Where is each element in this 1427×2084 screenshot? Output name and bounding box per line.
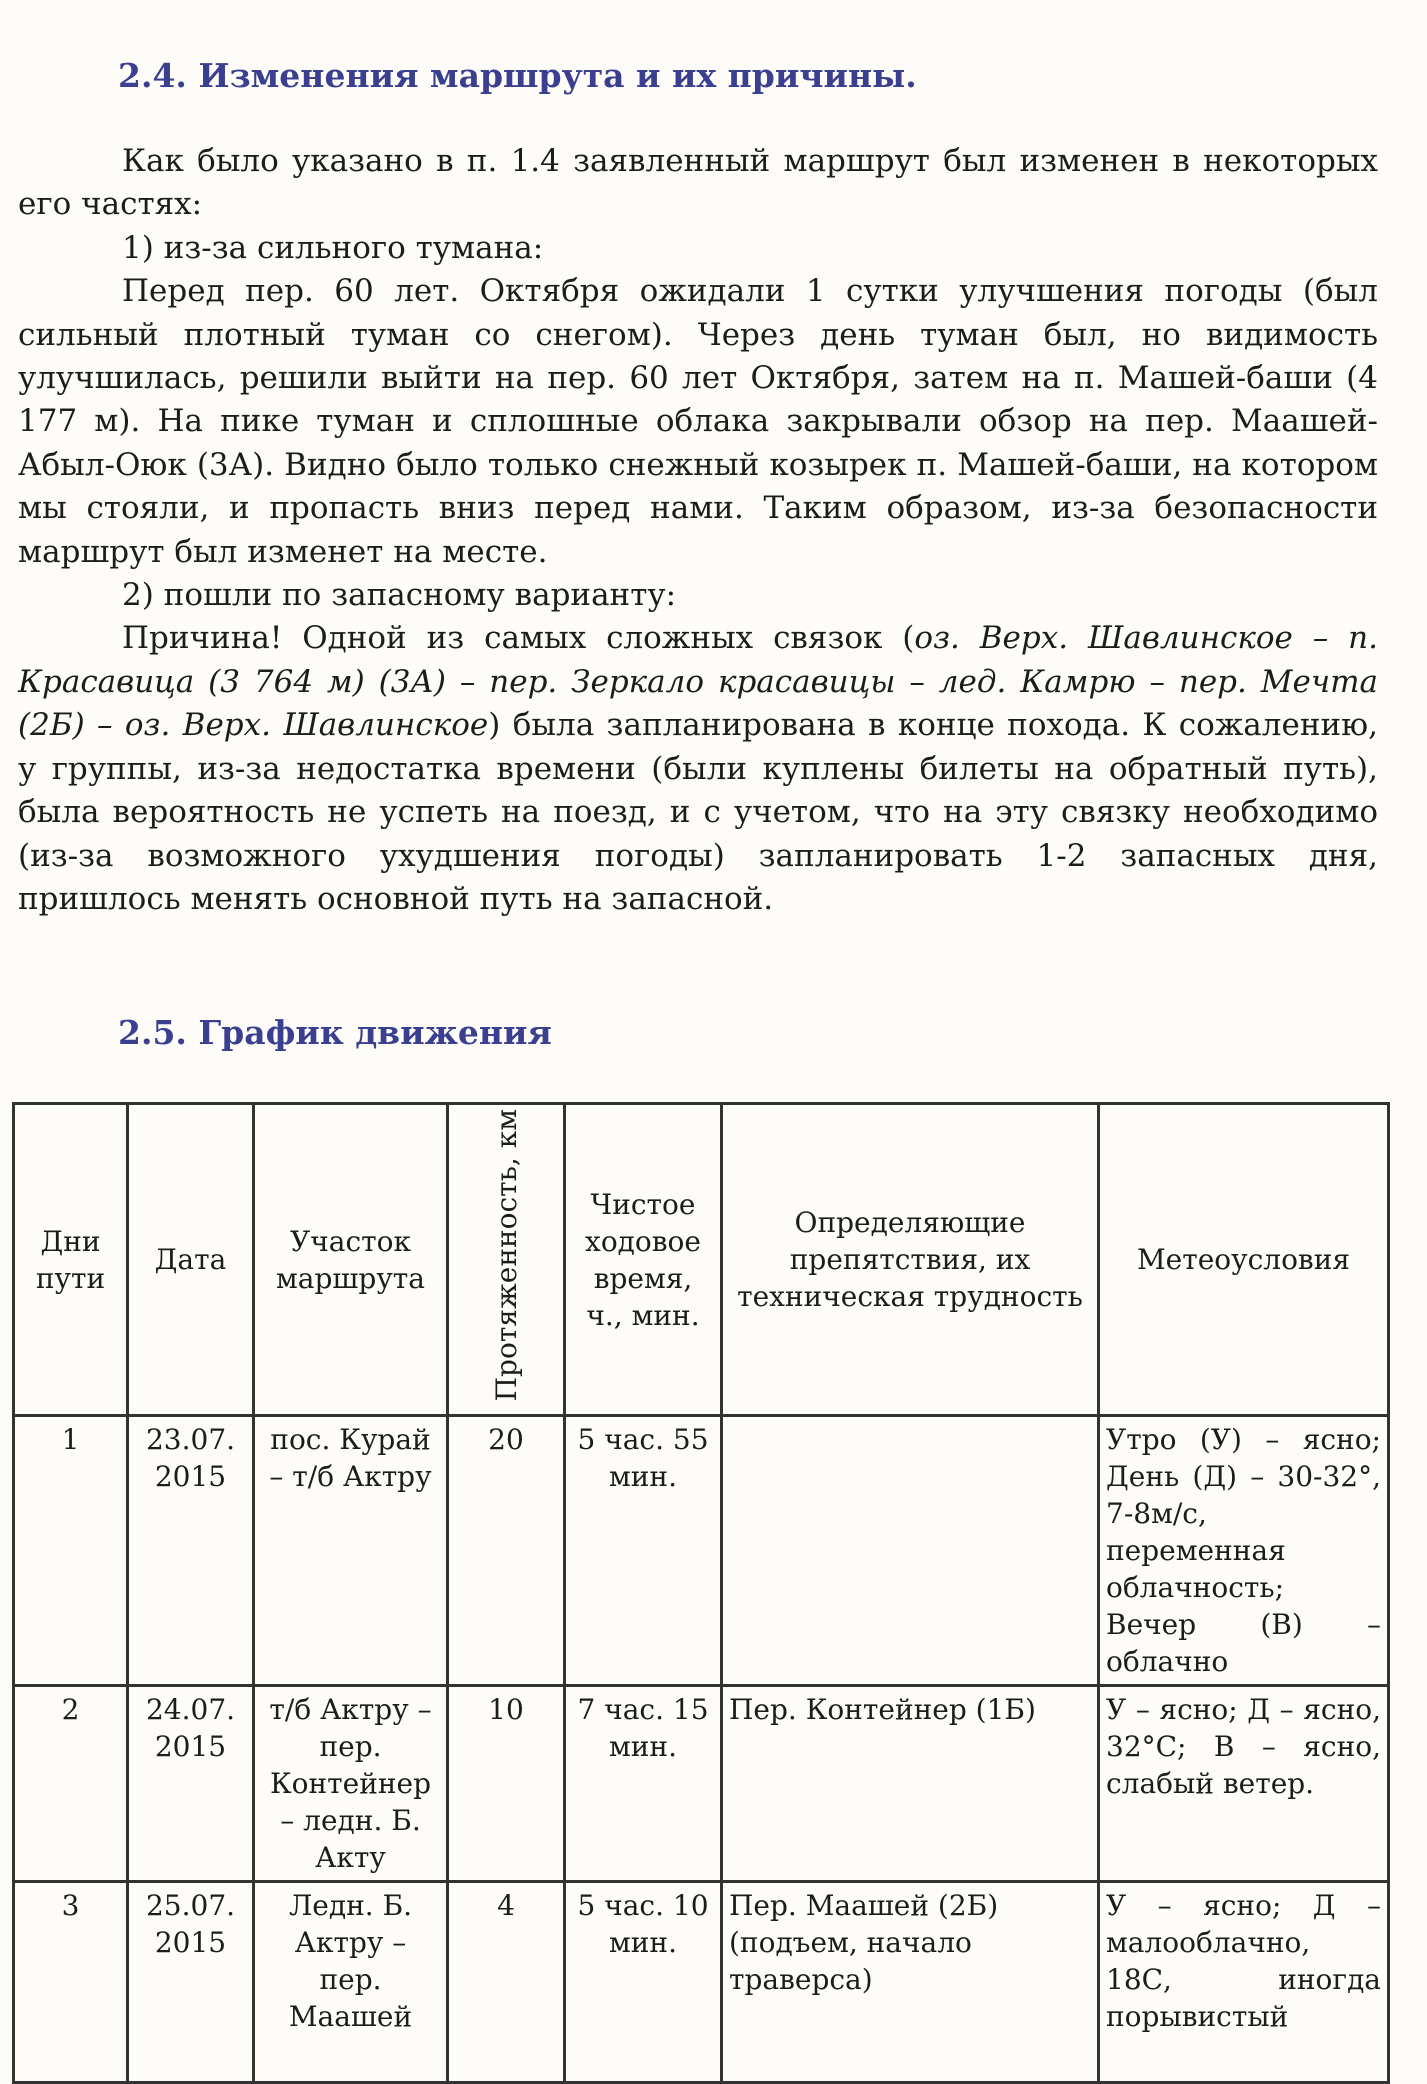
schedule-table	[12, 1102, 1390, 2084]
header-obstacles: Определяющие препятствия, их техническая трудность	[722, 1104, 1099, 1416]
cell-segment: пос. Курай – т/б Актру	[254, 1416, 448, 1686]
cell-obstacles: Пер. Контейнер (1Б)	[722, 1686, 1099, 1882]
cause-text-end: ) была запланирована в конце похода. К сожалению, у группы, из-за недостатка времени (были куплены билеты на обратный путь), была вероятность не успеть на поезд, и с учетом, что на эту связку необходимо (из-за возможного ухудшения погоды) запланировать 1-2 запасных дня, пришлось менять основной путь на запасной.	[18, 707, 1378, 917]
cell-weather: У – ясно; Д – ясно, 32°С; В – ясно, слабый ветер.	[1099, 1686, 1389, 1882]
paragraph-fog-details: Перед пер. 60 лет. Октября ожидали 1 сутки улучшения погоды (был сильный плотный туман со снегом). Через день туман был, но видимость улучшилась, решили выйти на пер. 60 лет Октября, затем на п. Машей-баши (4 177 м). На пике туман и сплошные облака закрывали обзор на пер. Маашей-Абыл-Оюк (3А). Видно было только снежный козырек п. Машей-баши, на котором мы стояли, и пропасть вниз перед нами. Таким образом, из-за безопасности маршрут был изменет на месте.	[18, 273, 1378, 570]
cell-time: 5 час. 10 мин.	[565, 1882, 722, 2083]
cell-segment: Ледн. Б. Актру – пер. Маашей	[254, 1882, 448, 2083]
table-row	[14, 1416, 1389, 1686]
header-segment: Участок маршрута	[254, 1104, 448, 1416]
cell-length: 20	[448, 1416, 565, 1686]
table-header-row	[14, 1104, 1389, 1416]
header-length: Протяженность, км	[489, 1109, 523, 1402]
cell-obstacles	[722, 1416, 1099, 1686]
paragraph-intro: Как было указано в п. 1.4 заявленный маршрут был изменен в некоторых его частях:	[18, 143, 1378, 223]
table-row	[14, 1686, 1389, 1882]
paragraph-cause	[18, 617, 1378, 921]
paragraph-reason-1: 1) из-за сильного тумана:	[122, 229, 544, 266]
cell-length: 10	[448, 1686, 565, 1882]
cell-date: 25.07. 2015	[128, 1882, 254, 2083]
header-time: Чистое ходовое время, ч., мин.	[565, 1104, 722, 1416]
cell-time: 5 час. 55 мин.	[565, 1416, 722, 1686]
cell-day: 3	[14, 1882, 128, 2083]
section-2-4-body	[18, 140, 1378, 921]
cell-day: 2	[14, 1686, 128, 1882]
cell-segment: т/б Актру – пер. Контейнер – ледн. Б. Акту	[254, 1686, 448, 1882]
cell-length: 4	[448, 1882, 565, 2083]
cell-weather: У – ясно; Д – малооблачно, 18С, иногда порывистый	[1099, 1882, 1389, 2083]
cell-date: 24.07. 2015	[128, 1686, 254, 1882]
cell-date: 23.07. 2015	[128, 1416, 254, 1686]
cell-weather: Утро (У) – ясно; День (Д) – 30-32°, 7-8м/с, переменная облачность; Вечер (В) – облачно	[1099, 1416, 1389, 1686]
section-heading-2-5: 2.5. График движения	[118, 1013, 552, 1052]
cell-day: 1	[14, 1416, 128, 1686]
paragraph-reason-2: 2) пошли по запасному варианту:	[122, 577, 677, 614]
header-day: Дни пути	[14, 1104, 128, 1416]
header-weather: Метеоусловия	[1099, 1104, 1389, 1416]
header-date: Дата	[128, 1104, 254, 1416]
header-length-cell	[448, 1104, 565, 1416]
table-row	[14, 1882, 1389, 2083]
cell-obstacles: Пер. Маашей (2Б) (подъем, начало траверса)	[722, 1882, 1099, 2083]
cell-time: 7 час. 15 мин.	[565, 1686, 722, 1882]
cause-route-italic: оз. Верх. Шавлинское – п. Красавица (3 764 м) (3А) – пер. Зеркало красавицы – лед. Камрю – пер. Мечта (2Б) – оз. Верх. Шавлинское	[18, 620, 1379, 744]
section-heading-2-4: 2.4. Изменения маршрута и их причины.	[118, 56, 917, 95]
cause-text-start: Причина! Одной из самых сложных связок (	[122, 620, 915, 657]
